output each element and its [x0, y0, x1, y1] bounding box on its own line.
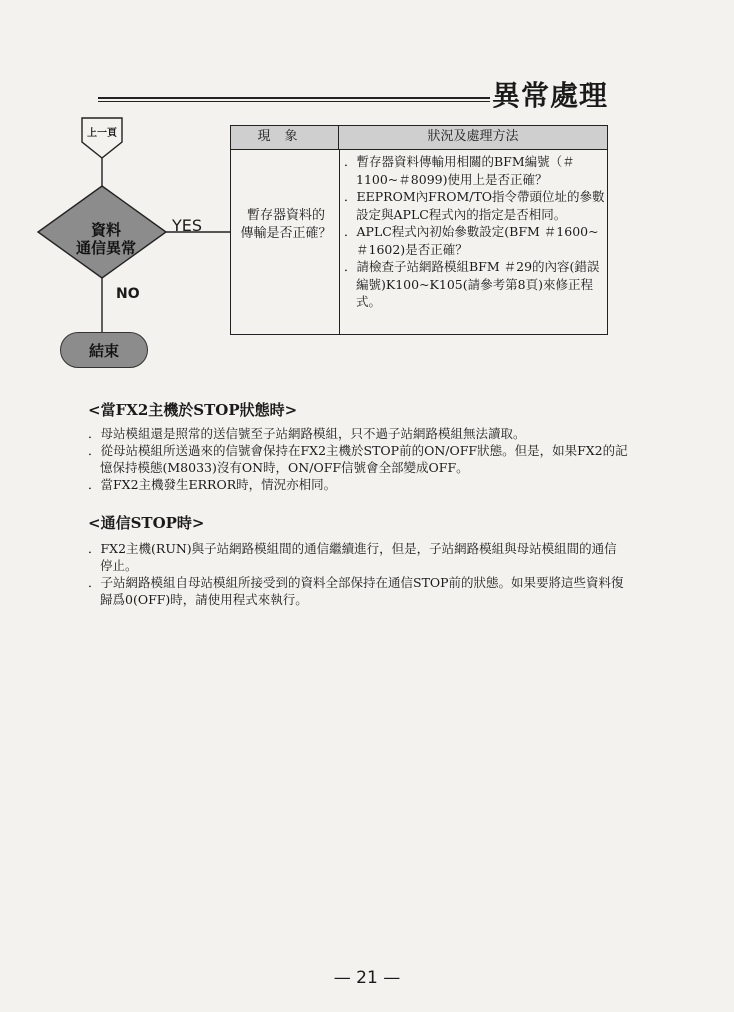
section-item: ．當FX2主機發生ERROR時，情況亦相同。: [88, 477, 337, 492]
phenomenon-line1: 暫存器資料的: [246, 208, 325, 223]
section-item: ．FX2主機(RUN)與子站網路模組間的通信繼續進行，但是，子站網路模組與母站模組間的通信停止。: [88, 541, 617, 573]
section-body: [88, 425, 628, 493]
phenomenon-line2: 傳輸是否正確？: [240, 226, 332, 241]
section-title: <通信STOP時>: [88, 514, 205, 532]
prev-page-label: 上一頁: [87, 128, 117, 139]
method-item: ．APLC程式內初始參數設定(BFM ＃1600~＃1602)是否正確？: [344, 224, 599, 257]
decision-label: [58, 221, 154, 257]
section-item: ．母站模組還是照常的送信號至子站網路模組，只不過子站網路模組無法讀取。: [88, 426, 526, 441]
decision-line1: 資料: [90, 221, 121, 239]
page-number: — 21 —: [333, 968, 401, 988]
table-column-divider: [339, 150, 340, 334]
table-header-phenomenon: 現象: [231, 126, 339, 150]
section-item: ．子站網路模組自母站模組所接受到的資料全部保持在通信STOP前的狀態。如果要將這些資料復歸爲0(OFF)時，請使用程式來執行。: [88, 575, 624, 607]
page-title: 異常處理: [492, 79, 609, 112]
section-item: ．從母站模組所送過來的信號會保持在FX2主機於STOP前的ON/OFF狀態。但是，如果FX2的記憶保持模態(M8033)沒有ON時，ON/OFF信號會全部變成OFF。: [88, 443, 628, 475]
method-item: ．EEPROM內FROM/TO指令帶頭位址的參數設定與APLC程式內的指定是否相同。: [344, 189, 605, 222]
table-cell-method: [344, 153, 606, 311]
no-label: NO: [116, 286, 140, 302]
method-item: ．請檢查子站網路模組BFM ＃29的內容(錯誤編號)K100~K105(請參考第8頁)來修正程式。: [344, 259, 600, 309]
method-item: ．暫存器資料傳輸用相關的BFM編號（＃1100~＃8099)使用上是否正確？: [344, 154, 575, 187]
table-cell-phenomenon: [236, 207, 336, 243]
yes-label: YES: [172, 216, 203, 235]
decision-line2: 通信異常: [75, 239, 136, 257]
section-body: [88, 540, 628, 608]
section-title: <當FX2主機於STOP狀態時>: [88, 401, 298, 419]
end-label: 結束: [88, 342, 119, 360]
table-header-method: 狀況及處理方法: [339, 126, 607, 150]
